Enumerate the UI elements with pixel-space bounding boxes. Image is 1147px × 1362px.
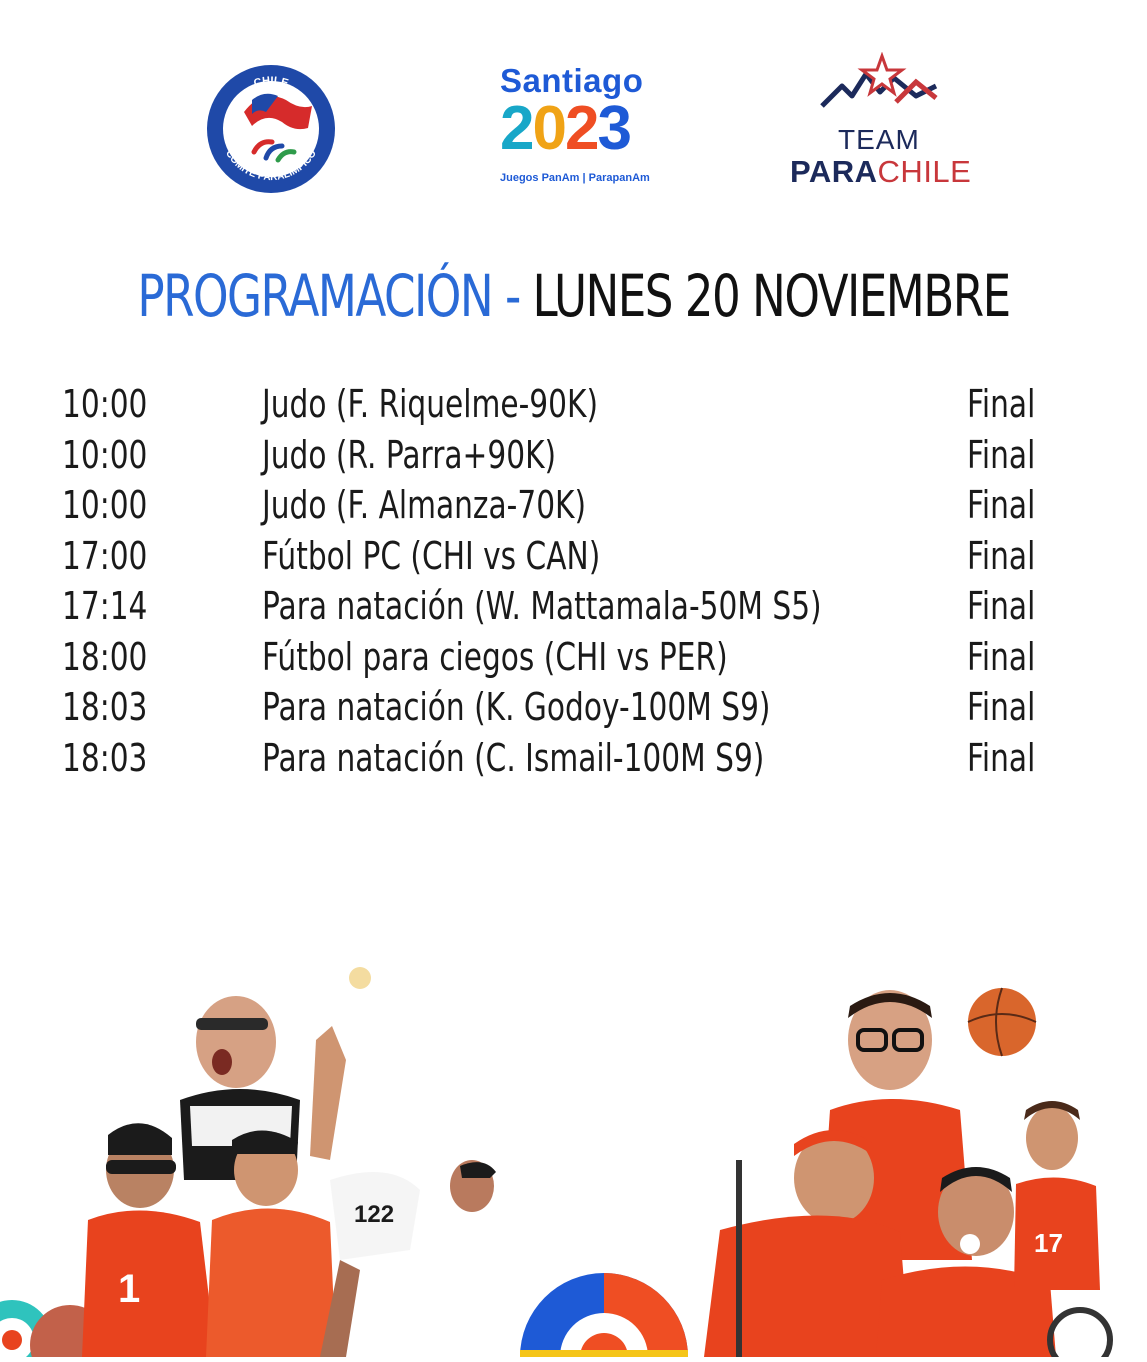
schedule-row (0, 483, 1147, 534)
schedule-row (0, 433, 1147, 484)
basketball-icon (968, 988, 1036, 1056)
event-time: 18:03 (62, 685, 148, 729)
event-name: Para natación (K. Godoy-100M S9) (262, 685, 771, 729)
event-name: Fútbol para ciegos (CHI vs PER) (262, 634, 728, 679)
schedule-row (0, 534, 1147, 585)
wheelchair-icon (1050, 1310, 1110, 1357)
event-status: Final (967, 382, 1036, 426)
event-name: Para natación (W. Mattamala-50M S5) (262, 584, 822, 628)
svg-text:122: 122 (354, 1201, 395, 1228)
mountain-star-icon (786, 52, 976, 122)
event-time: 10:00 (62, 483, 148, 527)
svg-text:17: 17 (1034, 1228, 1063, 1258)
event-status: Final (967, 533, 1036, 578)
comite-paralimpico-logo (204, 62, 338, 196)
runner-athlete (320, 1160, 496, 1357)
para-chile-word: PARACHILE (790, 154, 972, 189)
event-name: Judo (F. Almanza-70K) (262, 483, 587, 527)
event-time: 17:14 (62, 584, 148, 628)
schedule-list (0, 382, 1147, 786)
event-name: Para natación (C. Ismail-100M S9) (262, 735, 765, 780)
svg-text:COMITÉ PARALÍMPICO: COMITÉ PARALÍMPICO (223, 148, 319, 184)
event-time: 18:00 (62, 634, 148, 679)
event-status: Final (967, 432, 1036, 477)
athletes-collage (0, 960, 1147, 1357)
santiago-emblem-fragment (520, 1273, 688, 1357)
santiago-year: 2023 (500, 94, 630, 163)
schedule-row (0, 736, 1147, 787)
title-date: LUNES 20 NOVIEMBRE (532, 262, 1010, 330)
event-status: Final (967, 483, 1036, 527)
event-name: Judo (F. Riquelme-90K) (262, 382, 599, 426)
santiago-subtitle: Juegos PanAm | ParapanAm (500, 172, 650, 184)
ball-icon (349, 967, 371, 989)
event-time: 18:03 (62, 735, 148, 780)
svg-text:CHILE: CHILE (252, 74, 290, 90)
team-para-chile-logo (786, 52, 976, 202)
event-status: Final (967, 634, 1036, 679)
event-time: 10:00 (62, 382, 148, 426)
event-status: Final (967, 685, 1036, 729)
schedule-row (0, 685, 1147, 736)
santiago-2023-logo (496, 62, 658, 192)
team-word: TEAM (838, 124, 920, 155)
ramp-stick-icon (736, 1160, 742, 1357)
event-name: Judo (R. Parra+90K) (262, 432, 557, 477)
event-status: Final (967, 584, 1036, 628)
event-name: Fútbol PC (CHI vs CAN) (262, 533, 601, 578)
event-status: Final (967, 735, 1036, 780)
event-time: 10:00 (62, 432, 148, 477)
schedule-row (0, 382, 1147, 433)
event-time: 17:00 (62, 533, 148, 578)
ping-pong-ball-icon (960, 1234, 980, 1254)
schedule-row (0, 635, 1147, 686)
santiago-title: Santiago (500, 62, 644, 99)
schedule-row (0, 584, 1147, 635)
svg-text:1: 1 (118, 1267, 141, 1311)
page-title (126, 262, 1021, 330)
title-programacion: PROGRAMACIÓN - (137, 262, 520, 330)
